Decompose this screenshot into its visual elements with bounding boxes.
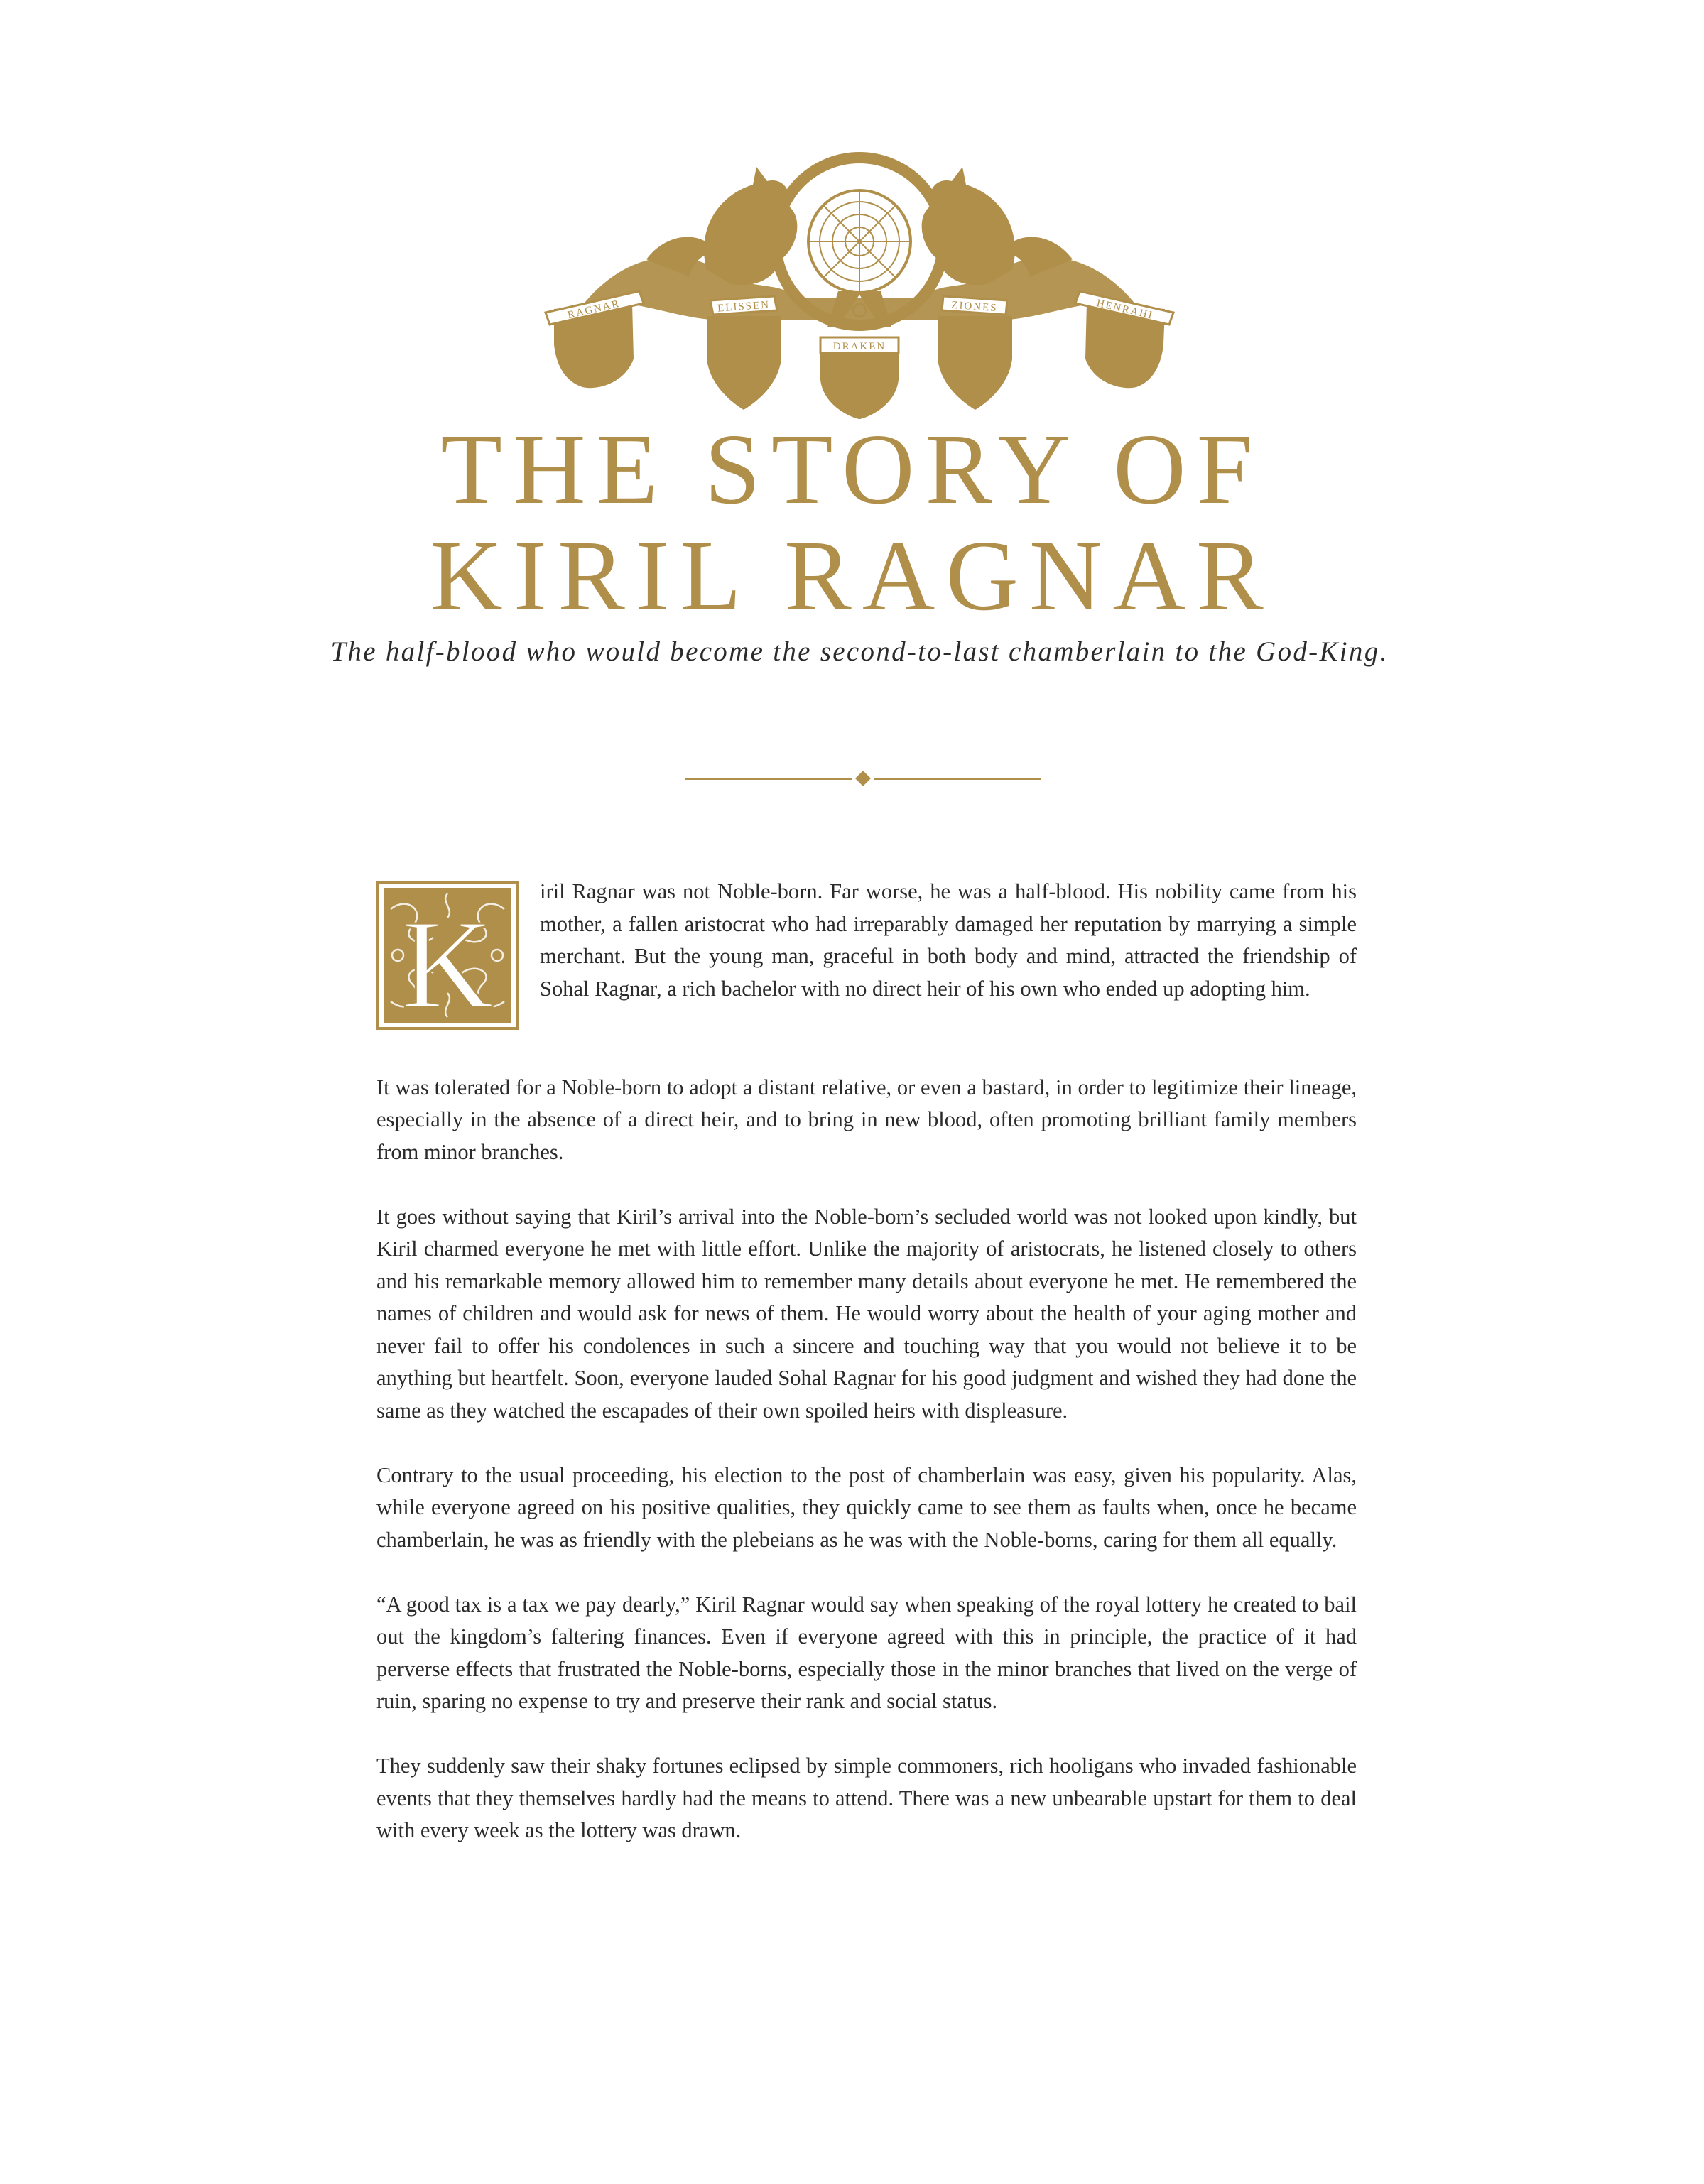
article-body [376, 876, 1357, 1879]
paragraph-4: Contrary to the usual proceeding, his election to the post of chamberlain was easy, given his popularity. Alas, while everyone agreed on his positive qualities, they quickly came to see them as faults when, once he became chamberlain, he was as friendly with the plebeians as he was with the Noble-borns, caring for them all equally. [376, 1462, 1357, 1552]
paragraph-2: It was tolerated for a Noble-born to adopt a distant relative, or even a bastard, in order to legitimize their lineage, especially in the absence of a direct heir, and to bring in new blood, often promoting brilliant family members from minor branches. [376, 1075, 1357, 1164]
crest-banner-henrahi: HENRAHI [1095, 298, 1155, 322]
divider-line-right [874, 778, 1041, 780]
heraldic-crest-emblem [540, 146, 1179, 419]
crest-banner-ragnar: RAGNAR [566, 298, 622, 322]
page-title-line-2: KIRIL RAGNAR [430, 519, 1274, 631]
paragraph-1-text: iril Ragnar was not Noble-born. Far worse, he was a half-blood. His nobility came from his mother, a fallen aristocrat who had irreparably damaged her reputation by marrying a simple merchant. But the young man, graceful in both body and mind, attracted the friendship of Sohal Ragnar, a rich bachelor with no direct heir of his own who ended up adopting him. [540, 879, 1357, 1001]
drop-cap-letter: K [401, 893, 494, 1030]
crest-banner-elissen: ELISSEN [717, 299, 771, 315]
paragraph-1 [376, 876, 1357, 1039]
paragraph-5: “A good tax is a tax we pay dearly,” Kiril Ragnar would say when speaking of the royal lottery he created to bail out the kingdom’s faltering finances. Even if everyone agreed with this in principle, the practice of it had perverse effects that frustrated the Noble-borns, especially those in the minor branches that lived on the verge of ruin, sparing no expense to try and preserve their rank and social status. [376, 1592, 1357, 1713]
divider-line-left [685, 778, 852, 780]
crest-banner-draken: DRAKEN [832, 341, 886, 352]
paragraph-6: They suddenly saw their shaky fortunes eclipsed by simple commoners, rich hooligans who invaded fashionable events that they themselves hardly had the means to attend. There was a new unbearable upstart for them to deal with every week as the lottery was drawn. [376, 1754, 1357, 1842]
page-subtitle: The half-blood who would become the second-to-last chamberlain to the God-King. [330, 636, 1389, 667]
crest-banner-ziones: ZIONES [950, 299, 999, 315]
section-divider [685, 771, 1041, 786]
drop-cap-k [376, 881, 519, 1030]
paragraph-3: It goes without saying that Kiril’s arrival into the Noble-born’s secluded world was not looked upon kindly, but Kiril charmed everyone he met with little effort. Unlike the majority of aristocrats, he listened closely to others and his remarkable memory allowed him to remember many details about everyone he met. He remembered the names of children and would ask for news of them. He would worry about the health of your aging mother and never fail to offer his condolences in such a sincere and touching way that you would not believe it to be anything but heartfelt. Soon, everyone lauded Sohal Ragnar for his good judgment and wished they had done the same as they watched the escapades of their own spoiled heirs with displeasure. [376, 1204, 1357, 1423]
page-title-line-1: THE STORY OF [440, 413, 1264, 525]
diamond-ornament-icon [855, 771, 871, 786]
